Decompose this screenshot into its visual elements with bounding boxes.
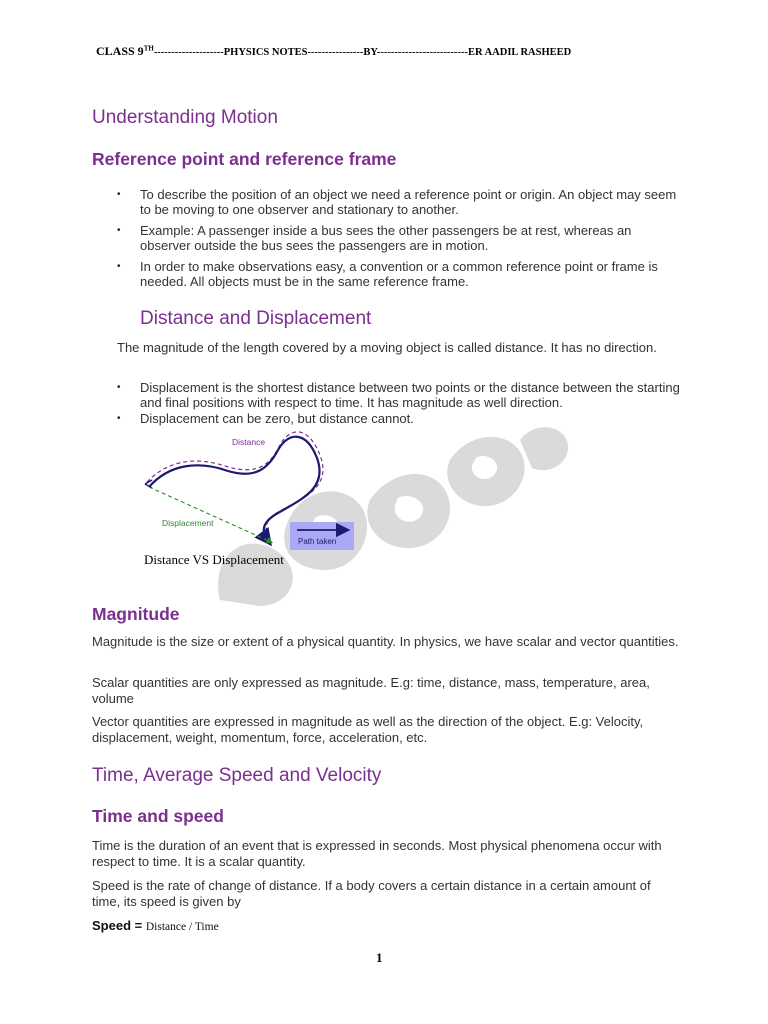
distance-intro: The magnitude of the length covered by a moving object is called distance. It has no direction. — [117, 340, 657, 355]
time-heading: Time, Average Speed and Velocity — [92, 765, 382, 786]
speed-label: Speed = — [92, 918, 143, 933]
page-title: Understanding Motion — [92, 107, 278, 128]
time-speed-heading: Time and speed — [92, 806, 224, 826]
header-class: CLASS 9 — [96, 44, 144, 58]
header-class-sup: TH — [143, 44, 154, 53]
magnitude-paragraph: Scalar quantities are only expressed as magnitude. E.g: time, distance, mass, temperature, area, volume — [92, 675, 650, 706]
magnitude-heading: Magnitude — [92, 604, 180, 624]
magnitude-paragraph: Vector quantities are expressed in magnitude as well as the direction of the object. E.g: Velocity, displacement, weight, momentum, force, acceleration, etc. — [92, 714, 644, 745]
distance-displacement-diagram — [140, 425, 370, 555]
speed-formula-line — [92, 918, 219, 933]
header-text: --------------------PHYSICS NOTES----------------BY--------------------------ER AADIL RASHEED — [153, 47, 572, 58]
path-taken-label: Path taken — [298, 537, 337, 546]
distance-label: Distance — [232, 437, 266, 447]
figure-caption: Distance VS Displacement — [144, 552, 284, 567]
page-number: 1 — [376, 950, 383, 965]
page-header — [96, 44, 696, 59]
displacement-dashed-line — [149, 487, 271, 542]
list-item: • Displacement is the shortest distance between two points or the distance between the starting and final positions with respect to time. It has magnitude as well direction. — [117, 380, 692, 410]
reference-bullet-list — [117, 187, 677, 295]
reference-heading: Reference point and reference frame — [92, 149, 397, 169]
list-item: • Example: A passenger inside a bus sees the other passengers be at rest, whereas an observer outside the bus sees the passengers are in motion. — [117, 223, 677, 253]
list-item: • Displacement can be zero, but distance cannot. — [117, 411, 692, 426]
speed-paragraph: Speed is the rate of change of distance. If a body covers a certain distance in a certain amount of time, its speed is given by — [92, 878, 651, 909]
displacement-label: Displacement — [162, 518, 214, 528]
list-item: • To describe the position of an object we need a reference point or origin. An object may seem to be moving to one observer and stationary to another. — [117, 187, 677, 217]
list-item: • In order to make observations easy, a convention or a common reference point or frame is needed. All objects must be in the same reference frame. — [117, 259, 677, 289]
speed-formula: Distance / Time — [145, 921, 219, 933]
magnitude-paragraph: Magnitude is the size or extent of a physical quantity. In physics, we have scalar and vector quantities. — [92, 634, 679, 649]
time-paragraph: Time is the duration of an event that is expressed in seconds. Most physical phenomena occur with respect to time. It is a scalar quantity. — [92, 838, 662, 869]
distance-heading: Distance and Displacement — [140, 308, 372, 329]
